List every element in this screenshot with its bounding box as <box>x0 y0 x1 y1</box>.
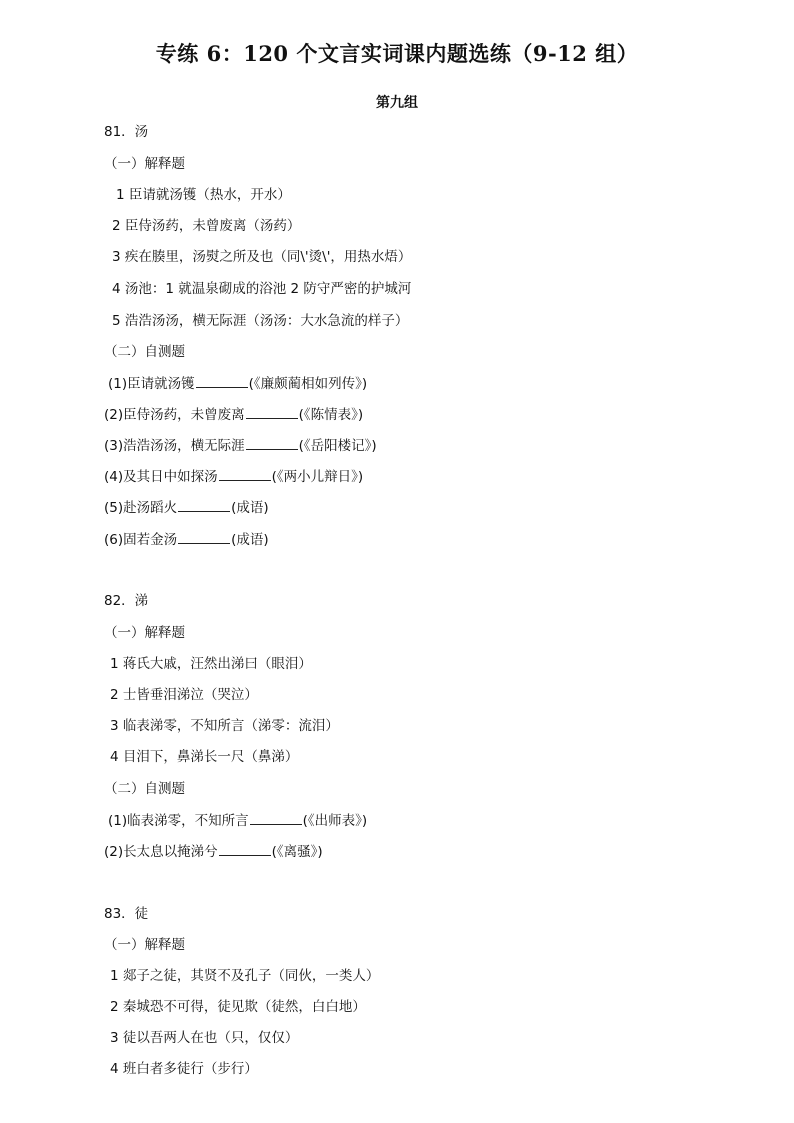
test-source: (《离骚》) <box>271 844 323 860</box>
test-question: (6)固若金汤 <box>104 532 178 548</box>
test-item <box>104 842 323 861</box>
group-heading: 第九组 <box>376 95 418 111</box>
test-source: (成语) <box>231 532 269 548</box>
test-question: (5)赴汤蹈火 <box>104 500 178 516</box>
answer-blank[interactable] <box>219 467 271 481</box>
test-question: (1)临表涕零，不知所言 <box>108 813 249 829</box>
test-item <box>104 530 269 549</box>
explain-item: 1 蒋氏大戚，汪然出涕曰（眼泪） <box>110 656 312 672</box>
part-label-explain: （一）解释题 <box>104 156 185 172</box>
part-label-explain: （一）解释题 <box>104 937 185 953</box>
explain-item: 2 士皆垂泪涕泣（哭泣） <box>110 687 258 703</box>
test-item <box>104 498 269 517</box>
answer-blank[interactable] <box>196 374 248 388</box>
entry-heading-81: 81．汤 <box>104 124 149 140</box>
explain-item: 3 疾在腠里，汤熨之所及也（同\'烫\'，用热水焐） <box>112 249 412 265</box>
test-source: (《廉颇蔺相如列传》) <box>248 376 368 392</box>
entry-heading-82: 82．涕 <box>104 593 149 609</box>
part-label-test: （二）自测题 <box>104 781 185 797</box>
entry-heading-83: 83．徒 <box>104 906 149 922</box>
explain-item: 5 浩浩汤汤，横无际涯（汤汤：大水急流的样子） <box>112 313 409 329</box>
answer-blank[interactable] <box>178 498 230 512</box>
explain-item: 4 班白者多徒行（步行） <box>110 1061 258 1077</box>
test-question: (1)臣请就汤镬 <box>108 376 195 392</box>
test-item <box>108 374 367 393</box>
answer-blank[interactable] <box>246 405 298 419</box>
page-title: 专练 6：120 个文言实词课内题选练（9-12 组） <box>155 41 639 66</box>
test-question: (3)浩浩汤汤，横无际涯 <box>104 438 245 454</box>
test-source: (《岳阳楼记》) <box>298 438 377 454</box>
part-label-explain: （一）解释题 <box>104 625 185 641</box>
test-item <box>104 436 377 455</box>
test-item <box>104 405 363 424</box>
explain-item: 1 郯子之徒，其贤不及孔子（同伙，一类人） <box>110 968 380 984</box>
test-source: (《陈情表》) <box>298 407 364 423</box>
explain-item: 3 临表涕零，不知所言（涕零：流泪） <box>110 718 339 734</box>
test-question: (2)长太息以掩涕兮 <box>104 844 218 860</box>
explain-item: 2 秦城恐不可得，徒见欺（徒然，白白地） <box>110 999 366 1015</box>
test-item <box>108 811 367 830</box>
test-source: (成语) <box>231 500 269 516</box>
test-question: (2)臣侍汤药，未曾废离 <box>104 407 245 423</box>
answer-blank[interactable] <box>250 811 302 825</box>
test-source: (《出师表》) <box>302 813 368 829</box>
explain-item: 4 汤池：1 就温泉砌成的浴池 2 防守严密的护城河 <box>112 281 412 297</box>
answer-blank[interactable] <box>219 842 271 856</box>
explain-item: 2 臣侍汤药，未曾废离（汤药） <box>112 218 301 234</box>
explain-item: 4 目泪下，鼻涕长一尺（鼻涕） <box>110 749 299 765</box>
test-item <box>104 467 363 486</box>
explain-item: 1 臣请就汤镬（热水，开水） <box>116 187 291 203</box>
answer-blank[interactable] <box>178 530 230 544</box>
test-source: (《两小儿辩日》) <box>271 469 364 485</box>
explain-item: 3 徒以吾两人在也（只，仅仅） <box>110 1030 299 1046</box>
answer-blank[interactable] <box>246 436 298 450</box>
test-question: (4)及其日中如探汤 <box>104 469 218 485</box>
part-label-test: （二）自测题 <box>104 344 185 360</box>
